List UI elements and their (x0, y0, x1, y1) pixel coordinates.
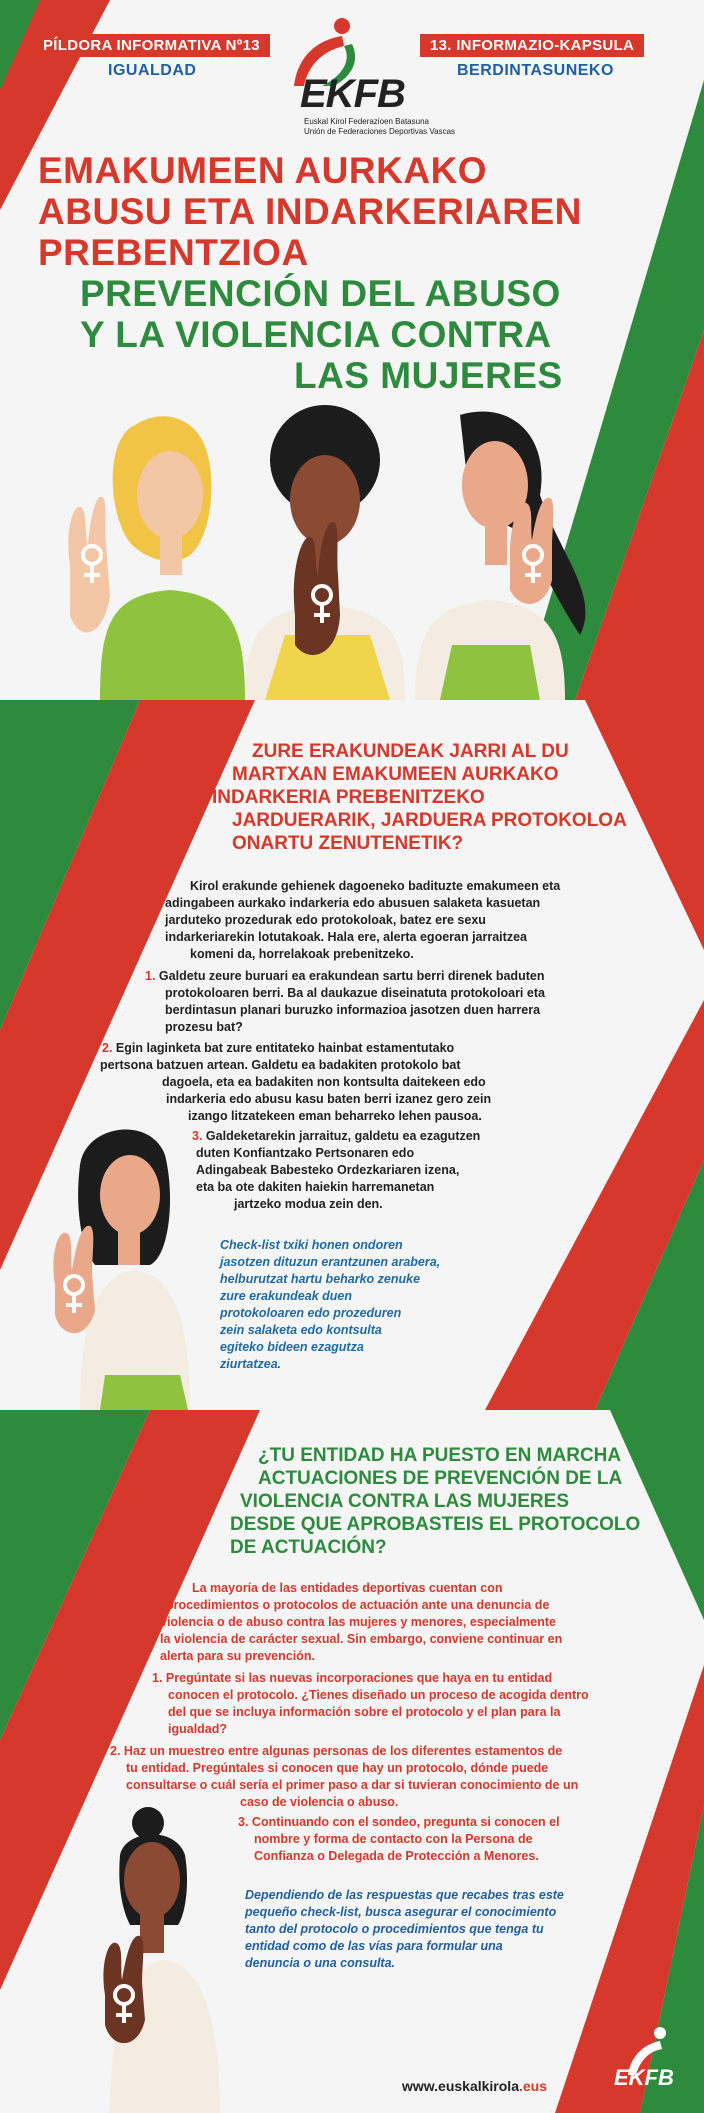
title-eu-line3: PREBENTZIOA (38, 232, 309, 273)
basque-question: ZURE ERAKUNDEAK JARRI AL DU MARTXAN EMAKUMEEN AURKAKO INDARKERIA PREBENITZEKO JARDUERARIK, JARDUERA PROTOKOLOA ONARTU ZENUTENETIK? (212, 741, 627, 854)
basque-item-2: 2. Egin laginketa bat zure entitateko hainbat estamentutako pertsona batzuen artean. Galdetu ea badakiten protokolo bat dagoela, eta ea badakiten non kontsulta daitekeen edo indarkeria edo abusu kasu baten berri izanez gero zein izango litzatekeen eman beharreko lehen pausoa. (100, 1041, 492, 1123)
logo-line2: Unión de Federaciones Deportivas Vascas (304, 127, 456, 136)
header-section (0, 0, 704, 700)
title-eu-line1: EMAKUMEEN AURKAKO (38, 150, 488, 191)
title-basque (38, 150, 678, 273)
spanish-note: Dependiendo de las respuestas que recabes tras este pequeño check-list, busca asegurar el conocimiento tanto del protocolo o procedimientos que tenga tu entidad como de las vías para formular una denuncia o una consulta. (245, 1888, 564, 1970)
title-es-line3: LAS MUJERES (294, 355, 563, 396)
spanish-item-2: 2. Haz un muestreo entre algunas personas de los diferentes estamentos de tu entidad. Pregúntales si conocen que hay un protocolo, dónde puede consultarse o cuál sería el primer paso a dar si tuvieran conocimiento de un caso de violencia o abuso. (110, 1744, 579, 1809)
spanish-question: ¿TU ENTIDAD HA PUESTO EN MARCHA ACTUACIONES DE PREVENCIÓN DE LA VIOLENCIA CONTRA LAS MUJERES DESDE QUE APROBASTEIS EL PROTOCOLO DE ACTUACIÓN? (230, 1445, 641, 1558)
basque-intro: Kirol erakunde gehienek dagoeneko badituzte emakumeen eta adingabeen aurkako indarkeria edo abusuen salaketa kasuetan jarduteko prozedurak edo protokoloak, batez ere sexu indarkeriarekin lotutakoak. Hala ere, alerta egoeran jarraitzea komeni da, horrelakoak prebenitzeko. (165, 879, 561, 961)
title-es-line1: PREVENCIÓN DEL ABUSO (80, 273, 561, 314)
basque-section (0, 700, 704, 1410)
basque-note: Check-list txiki honen ondoren jasotzen dituzun erantzunen arabera, helburutzat hartu beharko zenuke zure erakundeak duen protokoloaren edo prozeduren zein salaketa edo kontsulta egiteko bideen ezagutza ziurtatzea. (220, 1238, 441, 1371)
woman-illustration-2 (40, 1105, 200, 1410)
logo-line1: Euskal Kirol Federazioen Batasuna (304, 117, 429, 126)
title-es-line2: Y LA VIOLENCIA CONTRA (80, 314, 552, 355)
right-pill-sub: BERDINTASUNEKO (457, 62, 614, 79)
woman-illustration-3 (90, 1805, 240, 2113)
left-pill: PÍLDORA INFORMATIVA Nº13 (33, 34, 270, 57)
basque-item-1: 1. Galdetu zeure buruari ea erakundean sartu berri direnek baduten protokoloaren berri. Ba al daukazue diseinatuta protokoloari eta berdintasun planari buruzko informazioa jasotzen duen harrera prozesu bat? (145, 969, 545, 1034)
footer-logo: EKFB (614, 2065, 674, 2090)
basque-item-3: 3. Galdeketarekin jarraituz, galdetu ea ezagutzen duten Konfiantzako Pertsonaren edo Adingabeak Babesteko Ordezkariaren izena, eta ba ote dakiten haiekin harremanetan jartzeko modua zein den. (192, 1129, 481, 1211)
spanish-intro: La mayoría de las entidades deportivas cuentan con procedimientos o protocolos de actuación ante una denuncia de violencia o de abuso contra las mujeres y menores, especialmente la violencia de carácter sexual. Sin embargo, conviene continuar en alerta para su prevención. (160, 1581, 563, 1663)
spanish-item-1: 1. Pregúntate si las nuevas incorporaciones que haya en tu entidad conocen el protocolo. ¿Tienes diseñado un proceso de acogida dentro del que se incluya información sobre el protocolo y el plan para la igualdad? (152, 1671, 589, 1736)
spanish-section (0, 1410, 704, 2113)
title-eu-line2: ABUSU ETA INDARKERIAREN (38, 191, 582, 232)
left-pill-sub: IGUALDAD (108, 62, 197, 79)
women-illustration (40, 395, 600, 700)
logo-name: EKFB (300, 72, 405, 116)
website-link[interactable]: www.euskalkirola.eus (402, 2078, 547, 2094)
spanish-item-3: 3. Continuando con el sondeo, pregunta si conocen el nombre y forma de contacto con la Persona de Confianza o Delegada de Protección a Menores. (238, 1815, 560, 1863)
right-pill: 13. INFORMAZIO-KAPSULA (420, 34, 644, 57)
